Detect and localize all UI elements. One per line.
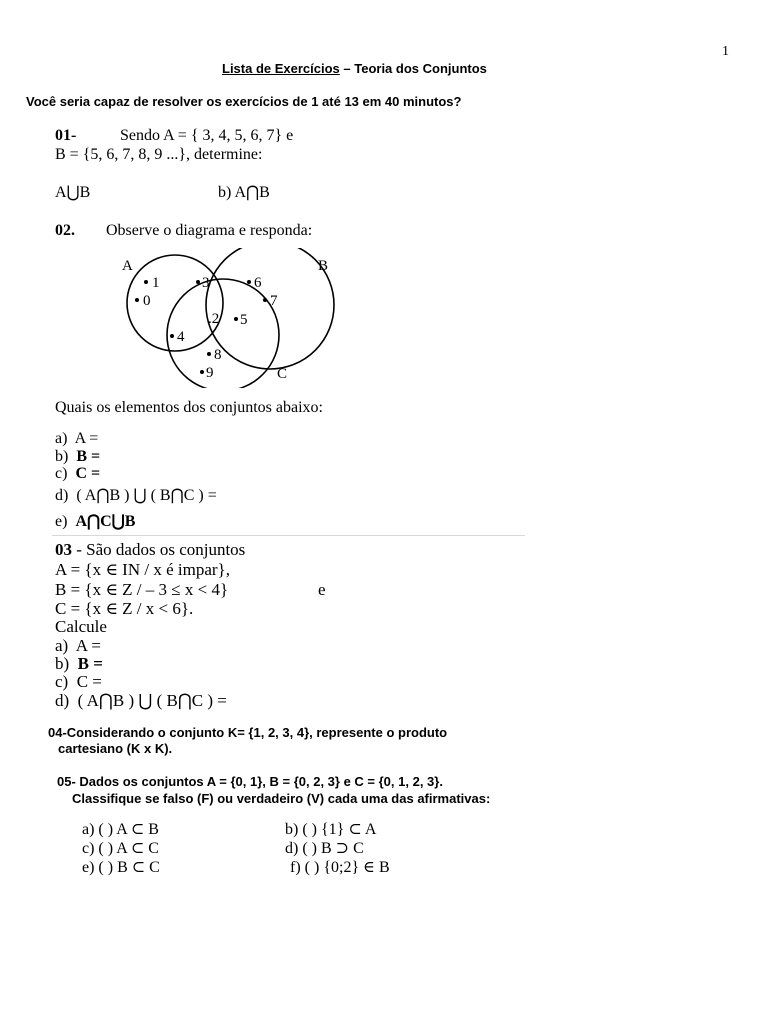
element-9: 9 <box>206 365 214 381</box>
element-3: 3 <box>202 275 210 291</box>
q05-line2: Classifique se falso (F) ou verdadeiro (V) cada uma das afirmativas: <box>72 791 491 806</box>
q02-number: 02. <box>55 222 75 239</box>
q02-item-a: a) A = <box>55 430 99 447</box>
element-7: 7 <box>270 293 278 309</box>
q01-item-a: A⋃B <box>55 184 91 201</box>
label-c: C <box>277 366 288 382</box>
element-1: 1 <box>152 275 160 291</box>
q03-item-d: d) ( A⋂B ) ⋃ ( B⋂C ) = <box>55 691 227 710</box>
q03-intro: 03 - São dados os conjuntos <box>55 540 246 559</box>
section-divider <box>52 535 525 536</box>
page-title <box>222 61 487 76</box>
label-b: B <box>318 258 329 274</box>
title-underlined: Lista de Exercícios <box>222 61 340 76</box>
q05-item-d: d) ( ) B ⊃ C <box>285 840 364 857</box>
q03-item-a: a) A = <box>55 636 101 655</box>
element-6: 6 <box>254 275 262 291</box>
q03-set-a: A = {x ∈ IN / x é impar}, <box>55 560 230 579</box>
q05-item-b: b) ( ) {1} ⊂ A <box>285 821 377 838</box>
element-8: 8 <box>214 347 222 363</box>
q01-item-b: b) A⋂B <box>218 184 270 201</box>
q04-line1: 04-Considerando o conjunto K= {1, 2, 3, 4}, represente o produto <box>48 725 448 740</box>
q02-item-c: c) C = <box>55 465 101 482</box>
element-2: .2 <box>208 311 220 327</box>
page-number: 1 <box>722 44 729 59</box>
q02-prompt: Observe o diagrama e responda: <box>106 222 313 239</box>
q02-question: Quais os elementos dos conjuntos abaixo: <box>55 399 323 416</box>
title-rest: – Teoria dos Conjuntos <box>339 61 487 76</box>
q01-line1: Sendo A = { 3, 4, 5, 6, 7} e <box>120 127 294 144</box>
q02-item-d: d) ( A⋂B ) ⋃ ( B⋂C ) = <box>55 487 217 504</box>
q03-item-b: b) B = <box>55 654 103 673</box>
q03-set-b: B = {x ∈ Z / – 3 ≤ x < 4} <box>55 580 229 599</box>
element-0: 0 <box>143 293 151 309</box>
q05-item-f: f) ( ) {0;2} ∈ B <box>290 859 390 876</box>
intro-question: Você seria capaz de resolver os exercícios de 1 até 13 em 40 minutos? <box>26 94 462 109</box>
q03-set-c: C = {x ∈ Z / x < 6}. <box>55 599 194 618</box>
q03-set-b-e: e <box>318 580 326 599</box>
q03-calc: Calcule <box>55 617 107 636</box>
q01-line2: B = {5, 6, 7, 8, 9 ...}, determine: <box>55 146 263 163</box>
element-5: 5 <box>240 312 248 328</box>
q02-item-e: e) A⋂C⋃B <box>55 513 136 530</box>
label-a: A <box>122 258 133 274</box>
q05-line1: 05- Dados os conjuntos A = {0, 1}, B = {0, 2, 3} e C = {0, 1, 2, 3}. <box>57 774 443 789</box>
venn-diagram <box>110 248 350 388</box>
q01-number: 01- <box>55 127 77 144</box>
q02-item-b: b) B = <box>55 448 101 465</box>
element-4: 4 <box>177 329 185 345</box>
q03-item-c: c) C = <box>55 672 102 691</box>
q05-item-e: e) ( ) B ⊂ C <box>82 859 160 876</box>
q05-item-a: a) ( ) A ⊂ B <box>82 821 159 838</box>
circle-a <box>127 255 223 351</box>
q04-line2: cartesiano (K x K). <box>58 741 173 756</box>
q05-item-c: c) ( ) A ⊂ C <box>82 840 159 857</box>
